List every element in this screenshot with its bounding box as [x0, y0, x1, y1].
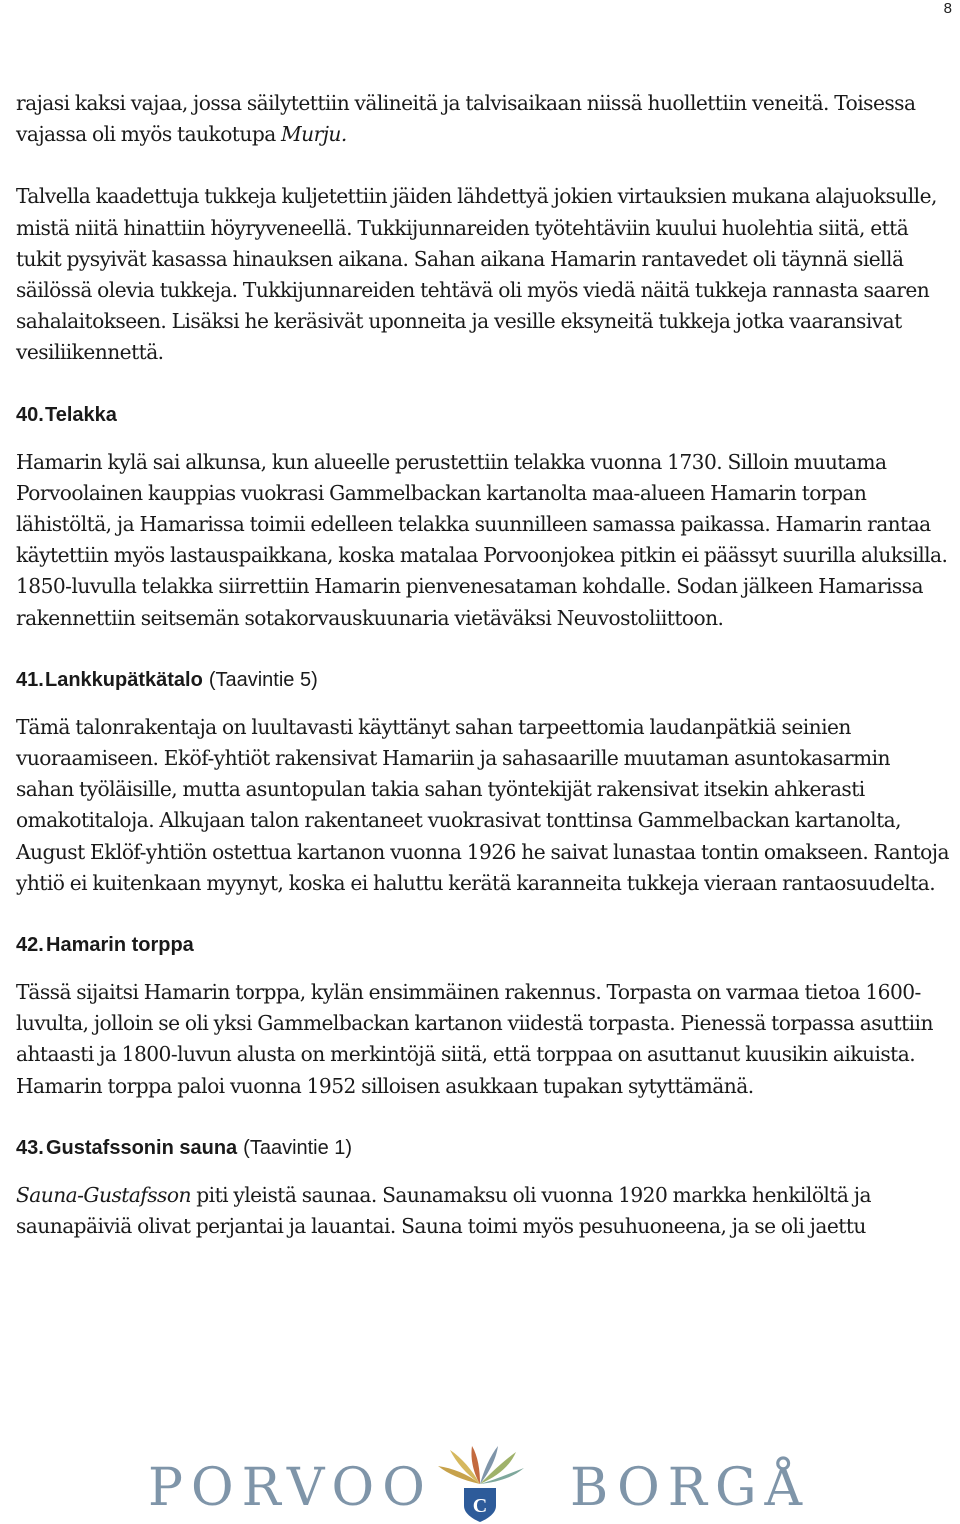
section-body-43-italic: Sauna-Gustafsson: [16, 1182, 191, 1207]
section-number: 43.: [16, 1136, 44, 1159]
section-body-40: Hamarin kylä sai alkunsa, kun alueelle perustettiin telakka vuonna 1730. Silloin muutama Porvoolainen kauppias vuokrasi Gammelbackan kartanolta maa-alueen Hamarin torpan lähistöltä, ja Hamarissa toimii edelleen telakka suunnilleen samassa paikassa. Hamarin rantaa käytettiin myös lastauspaikkana, koska matalaa Porvoonjokea pitkin ei päässyt suurilla aluksilla. 1850-luvulla telakka siirrettiin Hamarin pienvenesataman kohdalle. Sodan jälkeen Hamarissa rakennettiin seitsemän sotakorvauskuunaria vietäväksi Neuvostoliittoon.: [16, 449, 948, 630]
section-number: 42.: [16, 934, 44, 957]
section-address: (Taavintie 5): [208, 668, 318, 691]
intro-paragraph-1: [16, 88, 952, 150]
section-heading-42: [16, 931, 952, 959]
section-title: Telakka: [45, 403, 117, 426]
section-number: 41.: [16, 668, 44, 691]
logo-word-porvoo: PORVOO: [148, 1458, 433, 1518]
page-number: 8: [943, 0, 952, 17]
section-body-42: Tässä sijaitsi Hamarin torppa, kylän ensimmäinen rakennus. Torpasta on varmaa tietoa 1600-luvulta, jolloin se oli yksi Gammelbackan kartanon viidestä torpasta. Pienessä torpassa asuttiin ahtaasti ja 1800-luvun alusta on merkintöjä siitä, että torppaa on asuttanut kuusikin aikuista. Hamarin torppa paloi vuonna 1952 silloisen asukkaan tupakan sytyttämänä.: [16, 980, 933, 1098]
porvoo-borga-logo: [148, 1444, 812, 1524]
section-heading-43: [16, 1134, 952, 1162]
intro-paragraph-1-italic: Murju.: [281, 122, 347, 147]
logo-word-borga: BORGÅ: [570, 1458, 811, 1518]
section-body-43-text: piti yleistä saunaa. Saunamaksu oli vuonna 1920 markka henkilöltä ja saunapäiviä olivat perjantai ja lauantai. Sauna toimi myös pesuhuoneena, ja se oli jaettu: [16, 1182, 871, 1239]
document-body: [16, 88, 952, 1242]
intro-paragraph-2: Talvella kaadettuja tukkeja kuljetettiin jäiden lähdettyä jokien virtauksien mukana alajuoksulle, mistä niitä hinattiin höyryveneellä. Tukkijunnareiden työtehtäviin kuului huolehtia siitä, että tukit pysyivät kasassa hinauksen aikana. Sahan aikana Hamarin rantavedet oli täynnä siellä säilössä olevia tukkeja. Tukkijunnareiden tehtävä oli myös viedä näitä tukkeja rannasta saaren sahalaitokseen. Lisäksi he keräsivät uponneita ja vesille eksyneitä tukkeja jotka vaaransivat vesiliikennettä.: [16, 184, 937, 365]
city-emblem-icon: [428, 1444, 532, 1524]
svg-text:C: C: [472, 1495, 488, 1517]
section-heading-41: [16, 666, 952, 694]
section-body-41: Tämä talonrakentaja on luultavasti käyttänyt sahan tarpeettomia laudanpätkiä seinien vuoraamiseen. Eköf-yhtiöt rakensivat Hamariin ja sahasaarille muutaman asuntokasarmin sahan työläisille, mutta asuntopulan takia sahan työntekijät rakensivat itsekin ahkerasti omakotitaloja. Alkujaan talon rakentaneet vuokrasivat tonttinsa Gammelbackan kartanolta, August Eklöf-yhtiön ostettua kartanon vuonna 1926 he saivat lunastaa tontin omakseen. Rantoja yhtiö ei kuitenkaan myynyt, koska ei haluttu kerätä karanneita tukkeja vieraan rantaosuudelta.: [16, 714, 949, 895]
section-address: (Taavintie 1): [243, 1136, 353, 1159]
section-heading-40: [16, 401, 952, 429]
intro-paragraph-1-text: rajasi kaksi vajaa, jossa säilytettiin välineitä ja talvisaikaan niissä huollettiin veneitä. Toisessa vajassa oli myös taukotupa: [16, 91, 916, 147]
section-title: Hamarin torppa: [46, 934, 194, 957]
section-title: Lankkupätkätalo: [45, 668, 203, 691]
section-number: 40.: [16, 403, 44, 426]
section-body-43: [16, 1180, 952, 1242]
section-title: Gustafssonin sauna: [46, 1136, 238, 1159]
